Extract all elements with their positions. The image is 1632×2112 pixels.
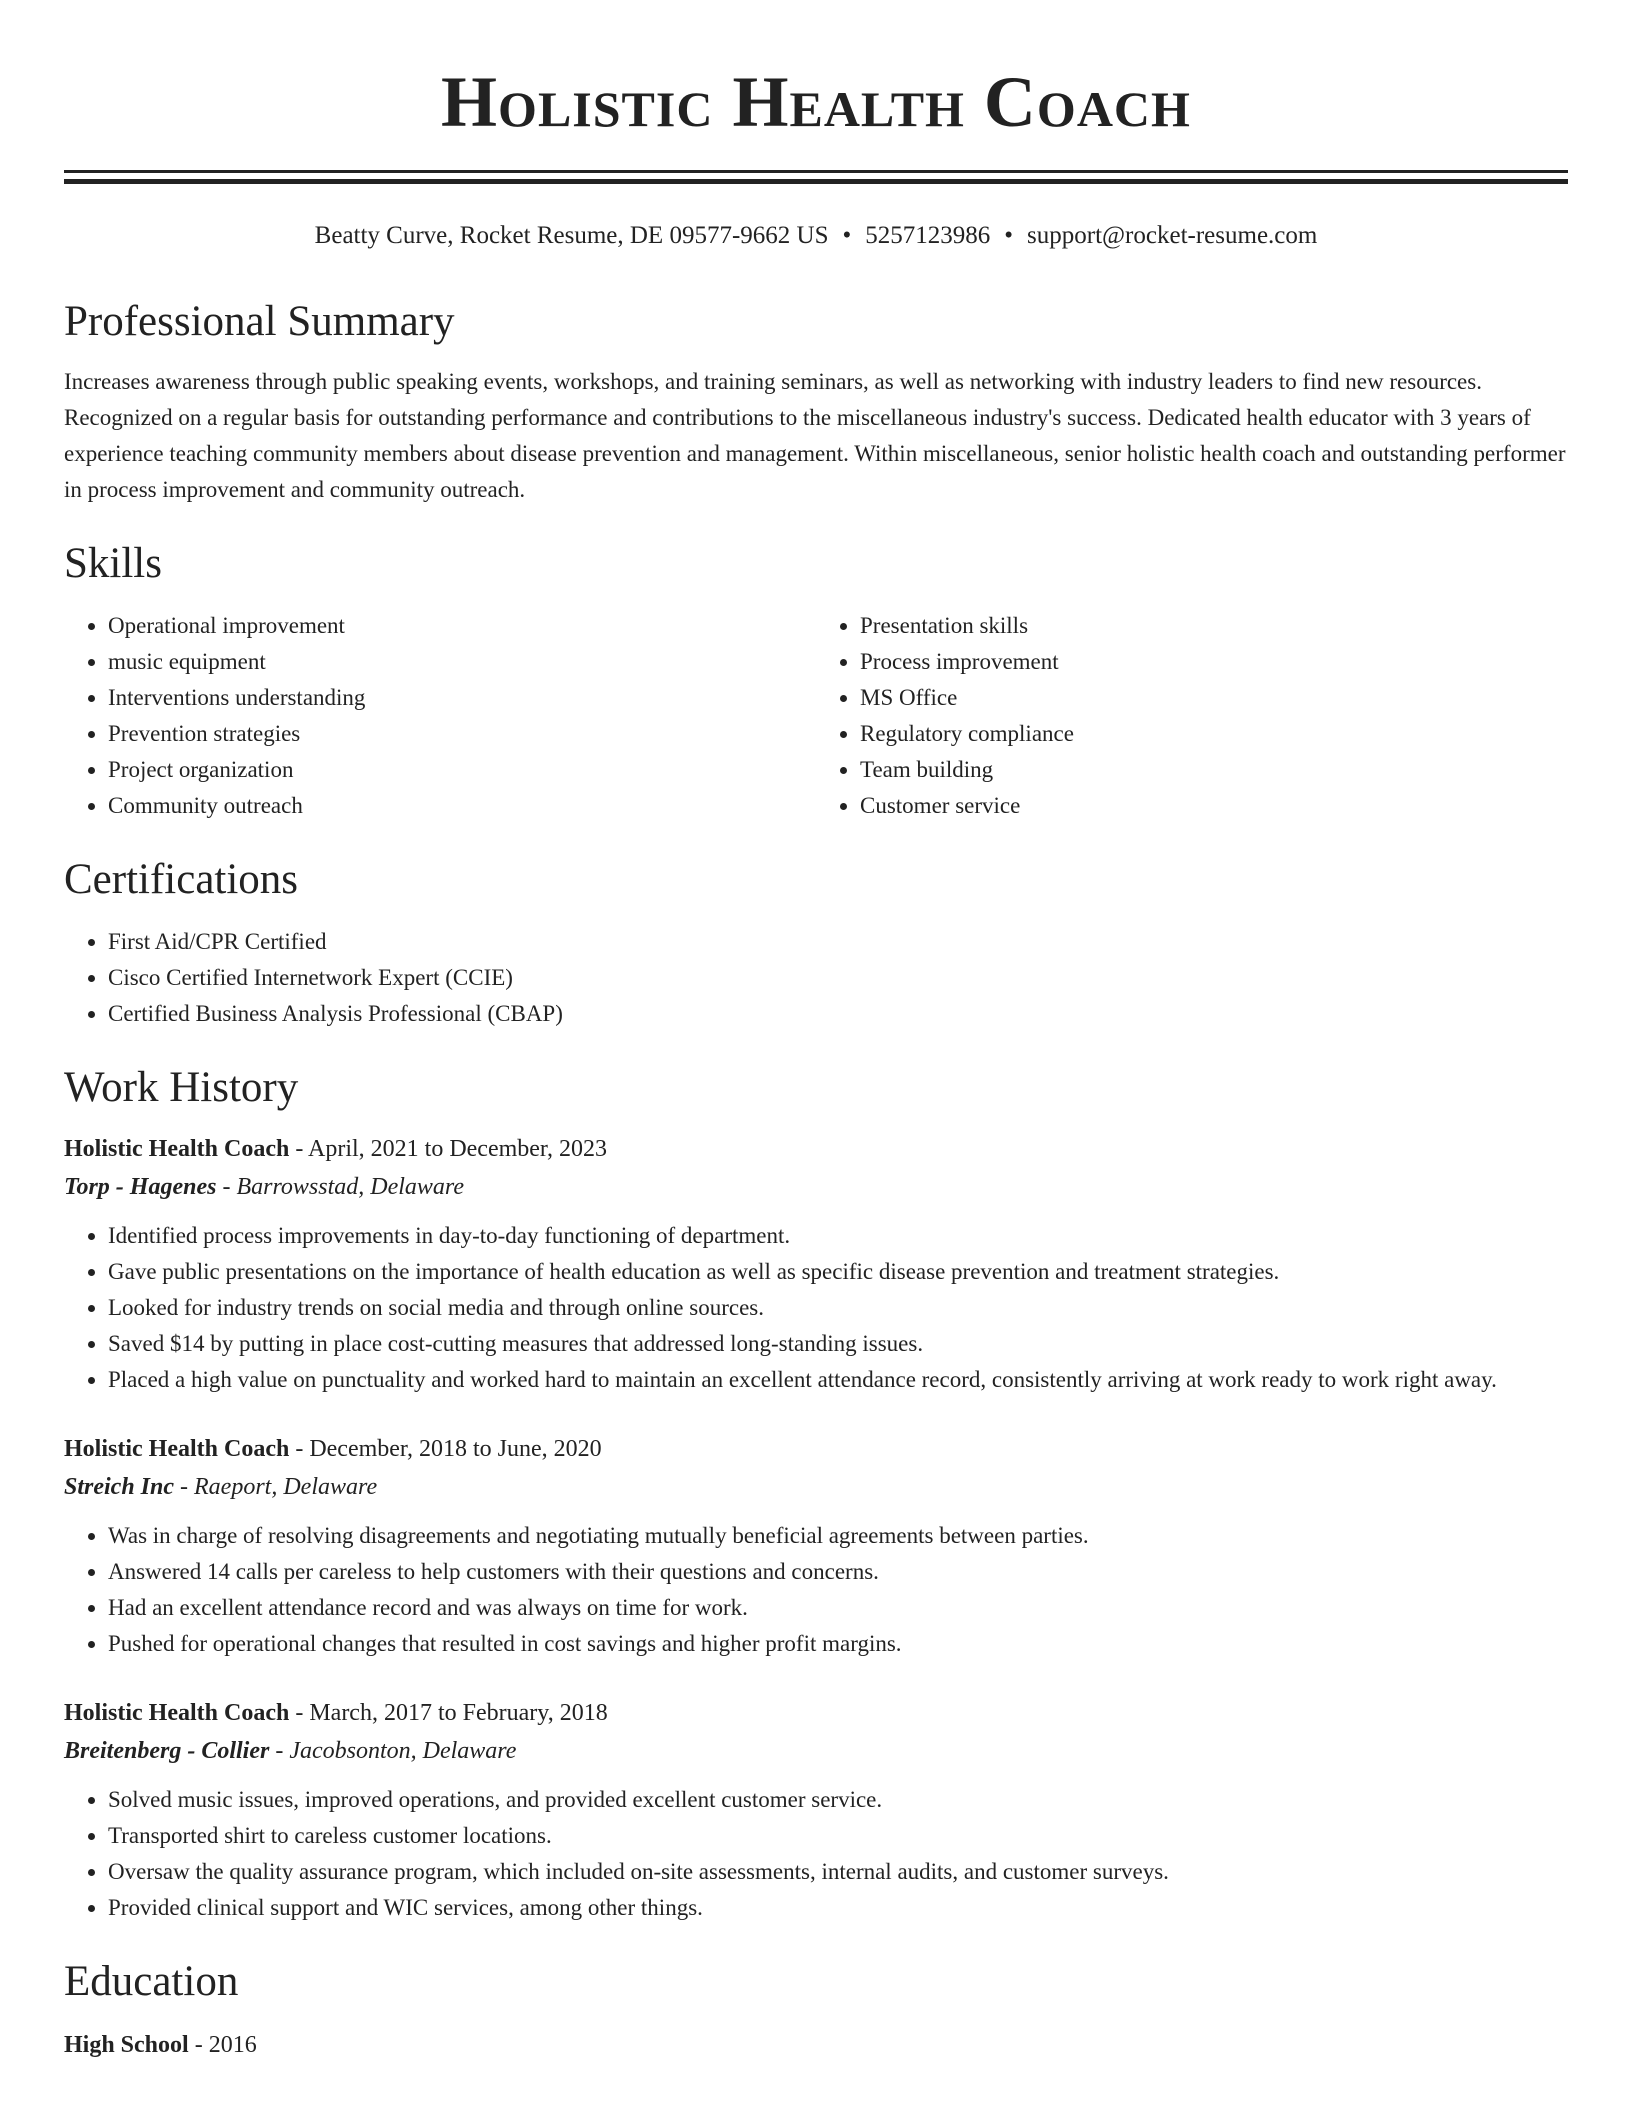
skill-item: • Presentation skills (860, 608, 1568, 644)
certifications-list (64, 924, 1568, 1032)
job-bullet: • Looked for industry trends on social media and through online sources. (108, 1290, 1568, 1326)
skill-item: • Regulatory compliance (860, 716, 1568, 752)
job-bullet: • Provided clinical support and WIC services, among other things. (108, 1890, 1568, 1926)
certification-item: • Cisco Certified Internetwork Expert (CCIE) (108, 960, 1568, 996)
job-company-line (64, 1732, 1568, 1770)
skills-list-right (816, 608, 1568, 824)
job-entry (64, 1694, 1568, 1926)
skill-item: • Process improvement (860, 644, 1568, 680)
skill-item: • Prevention strategies (108, 716, 816, 752)
job-bullet: • Identified process improvements in day-to-day functioning of department. (108, 1218, 1568, 1254)
skill-item: • Project organization (108, 752, 816, 788)
job-bullet: • Answered 14 calls per careless to help customers with their questions and concerns. (108, 1554, 1568, 1590)
header-rule-thick (64, 179, 1568, 184)
summary-text: Increases awareness through public speaking events, workshops, and training seminars, as well as networking with industry leaders to find new resources. Recognized on a regular basis for outstanding performance and contributions to the miscellaneous industry's success. Dedicated health educator with 3 years of experience teaching community members about disease prevention and management. Within miscellaneous, senior holistic health coach and outstanding performer in process improvement and community outreach. (64, 369, 1566, 502)
certifications-section (64, 854, 1568, 1032)
header-rule-thin (64, 170, 1568, 173)
education-degree: High School (64, 2032, 189, 2058)
job-bullet: • Transported shirt to careless customer locations. (108, 1818, 1568, 1854)
job-company-line (64, 1168, 1568, 1206)
skill-item: • Customer service (860, 788, 1568, 824)
skills-list-left (64, 608, 816, 824)
job-location: - Jacobsonton, Delaware (269, 1738, 517, 1764)
resume-name: Holistic Health Coach (441, 62, 1191, 142)
education-heading: Education (64, 1958, 239, 2005)
job-bullet: • Saved $14 by putting in place cost-cutting measures that addressed long-standing issues. (108, 1326, 1568, 1362)
education-section (64, 1956, 1568, 2064)
summary-section (64, 296, 1568, 508)
skill-item: • Team building (860, 752, 1568, 788)
job-bullet: • Had an excellent attendance record and was always on time for work. (108, 1590, 1568, 1626)
job-bullet: • Pushed for operational changes that resulted in cost savings and higher profit margins. (108, 1626, 1568, 1662)
job-bullets (64, 1782, 1568, 1926)
job-company-line (64, 1468, 1568, 1506)
job-dates: - March, 2017 to February, 2018 (289, 1700, 608, 1726)
job-dates: - April, 2021 to December, 2023 (289, 1136, 607, 1162)
certifications-heading: Certifications (64, 856, 299, 903)
contact-separator: • (842, 222, 852, 249)
work-history-section (64, 1062, 1568, 1926)
job-bullet: • Gave public presentations on the importance of health education as well as specific disease prevention and treatment strategies. (108, 1254, 1568, 1290)
job-title-line (64, 1694, 1568, 1732)
summary-heading: Professional Summary (64, 298, 455, 345)
certification-item: • First Aid/CPR Certified (108, 924, 1568, 960)
job-bullets (64, 1518, 1568, 1662)
job-entry (64, 1130, 1568, 1398)
contact-line (64, 220, 1568, 252)
job-title-line (64, 1130, 1568, 1168)
job-company: Breitenberg - Collier (64, 1738, 270, 1764)
education-entry (64, 2026, 1568, 2064)
job-title: Holistic Health Coach (64, 1136, 290, 1162)
skill-item: • MS Office (860, 680, 1568, 716)
job-bullet: • Oversaw the quality assurance program, which included on-site assessments, internal audits, and customer surveys. (108, 1854, 1568, 1890)
job-bullet: • Solved music issues, improved operations, and provided excellent customer service. (108, 1782, 1568, 1818)
contact-separator: • (1004, 222, 1014, 249)
job-entry (64, 1430, 1568, 1662)
education-year: - 2016 (188, 2032, 257, 2058)
certification-item: • Certified Business Analysis Professional (CBAP) (108, 996, 1568, 1032)
job-title: Holistic Health Coach (64, 1700, 290, 1726)
skill-item: • Interventions understanding (108, 680, 816, 716)
skill-item: • Operational improvement (108, 608, 816, 644)
contact-email: support@rocket-resume.com (1027, 222, 1318, 249)
skills-section (64, 538, 1568, 824)
job-company: Streich Inc (64, 1474, 175, 1500)
job-location: - Barrowsstad, Delaware (216, 1174, 465, 1200)
skill-item: • music equipment (108, 644, 816, 680)
contact-address: Beatty Curve, Rocket Resume, DE 09577-9662 US (314, 222, 829, 249)
skill-item: • Community outreach (108, 788, 816, 824)
job-title-line (64, 1430, 1568, 1468)
skills-heading: Skills (64, 540, 162, 587)
job-location: - Raeport, Delaware (174, 1474, 378, 1500)
job-bullet: • Was in charge of resolving disagreements and negotiating mutually beneficial agreements between parties. (108, 1518, 1568, 1554)
contact-phone: 5257123986 (865, 222, 991, 249)
job-bullets (64, 1218, 1568, 1398)
job-title: Holistic Health Coach (64, 1436, 290, 1462)
work-history-heading: Work History (64, 1064, 299, 1111)
job-bullet: • Placed a high value on punctuality and worked hard to maintain an excellent attendance record, consistently arriving at work ready to work right away. (108, 1362, 1568, 1398)
skills-columns (64, 608, 1568, 824)
job-company: Torp - Hagenes (64, 1174, 217, 1200)
job-dates: - December, 2018 to June, 2020 (289, 1436, 602, 1462)
